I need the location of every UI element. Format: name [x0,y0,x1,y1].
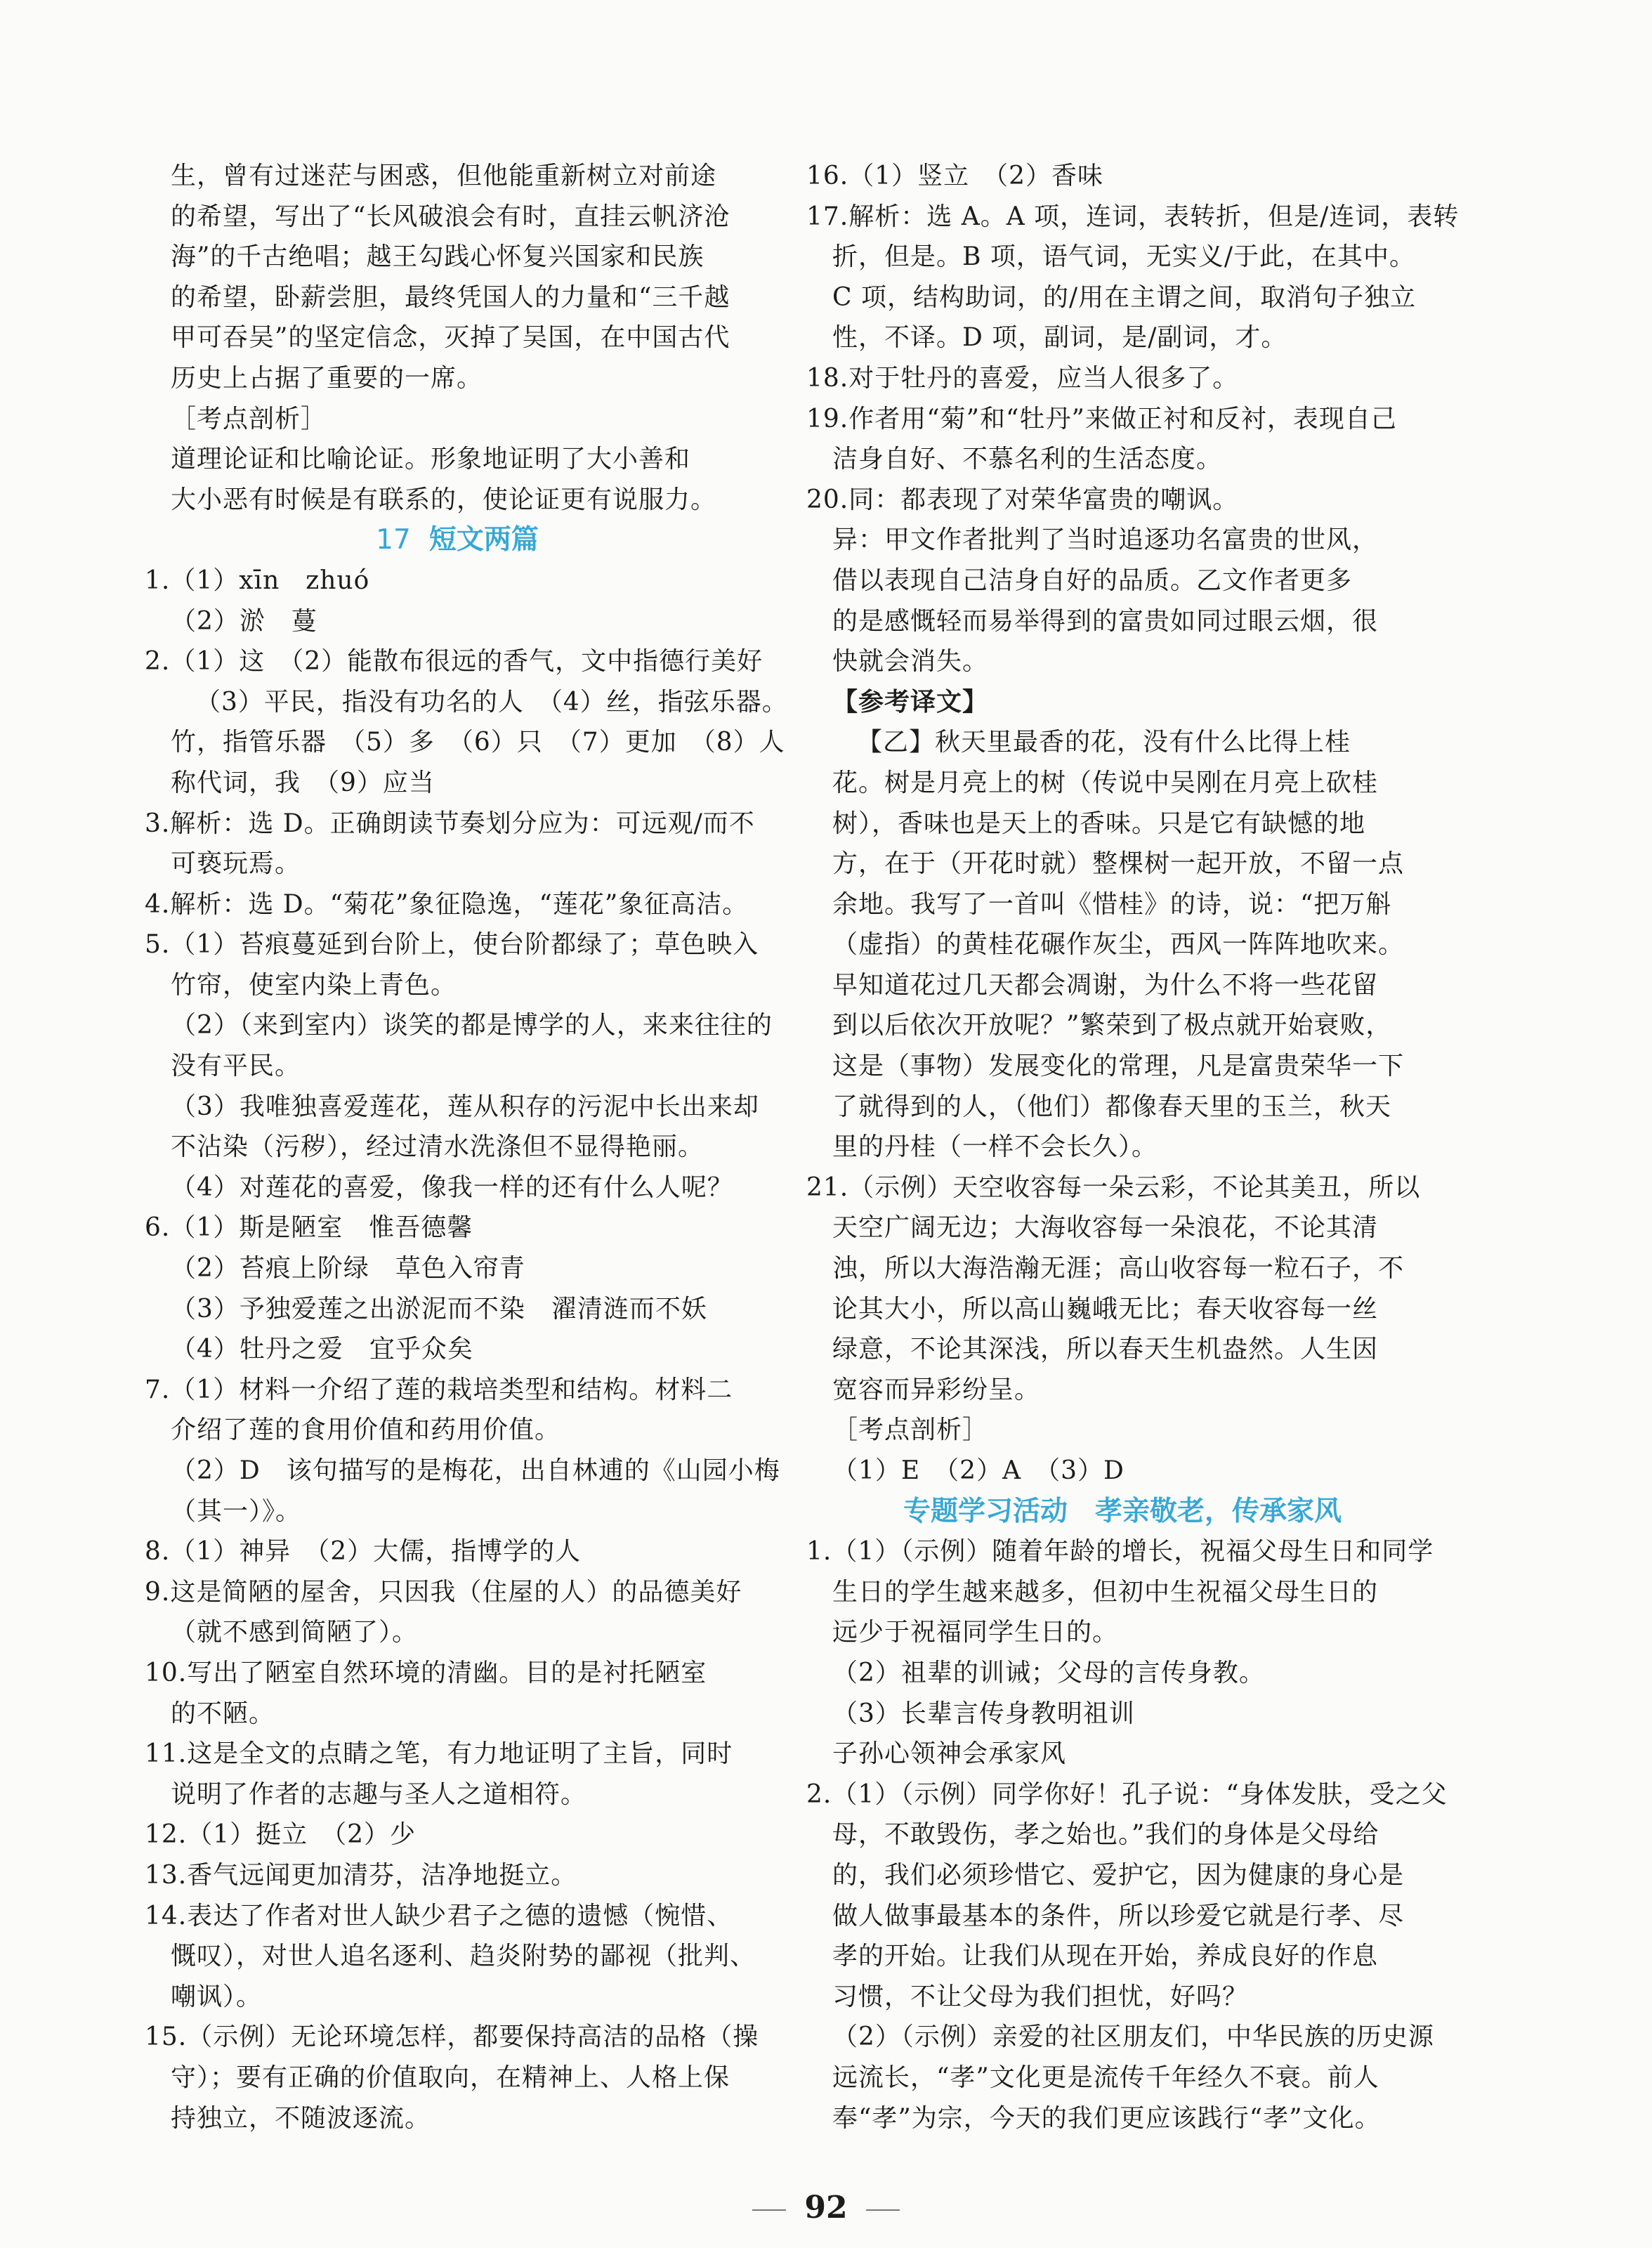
page-number [0,2188,1652,2228]
text-line: 竹帘，使室内染上青色。 [171,970,457,1000]
text-line: 里的丹桂（一样不会长久）。 [832,1132,1158,1162]
text-line: 19.作者用“菊”和“牡丹”来做正衬和反衬，表现自己 [806,404,1397,433]
text-line: 没有平民。 [171,1052,301,1081]
text-line: 绿意，不论其深浅，所以春天生机盎然。人生因 [832,1335,1379,1364]
text-line: C 项，结构助词，的/用在主谓之间，取消句子独立 [832,282,1417,312]
text-line: 【乙】秋天里最香的花，没有什么比得上桂 [857,728,1351,757]
text-line: 持独立，不随波逐流。 [171,2103,431,2133]
text-line: 介绍了莲的食用价值和药用价值。 [171,1416,561,1445]
section-title: 专题学习活动 孝亲敬老，传承家风 [903,1495,1342,1527]
text-line: ［考点剖析］ [171,404,327,433]
text-line: 13.香气远闻更加清芬，洁净地挺立。 [145,1860,577,1890]
text-line: 5.（1）苔痕蔓延到台阶上，使台阶都绿了；草色映入 [145,930,759,960]
text-line: 10.写出了陋室自然环境的清幽。目的是衬托陋室 [145,1658,707,1687]
text-line: 方，在于（开花时就）整棵树一起开放，不留一点 [832,849,1405,879]
page-number-rule-left [752,2209,786,2211]
text-line: （2）D 该句描写的是梅花，出自林逋的《山园小梅 [171,1456,780,1485]
text-line: 不沾染（污秽），经过清水洗涤但不显得艳丽。 [171,1132,704,1162]
text-line: 天空广阔无边；大海收容每一朵浪花，不论其清 [832,1213,1379,1243]
text-line: 折，但是。B 项，语气词，无实义/于此，在其中。 [832,242,1416,272]
text-line: 1.（1）xīn zhuó [145,566,370,595]
text-line: 【参考译文】 [832,687,989,717]
text-line: 1.（1）（示例）随着年龄的增长，祝福父母生日和同学 [806,1537,1434,1567]
text-line: 孝的开始。让我们从现在开始，养成良好的作息 [832,1942,1379,1971]
text-line: 到以后依次开放呢？”繁荣到了极点就开始衰败， [832,1011,1392,1040]
text-line: 性，不译。D 项，副词，是/副词，才。 [832,323,1287,353]
text-line: 海”的千古绝唱；越王勾践心怀复兴国家和民族 [171,242,704,272]
text-line: 2.（1）这 （2）能散布很远的香气，文中指德行美好 [145,647,763,677]
section-heading [145,520,770,561]
text-line: 的希望，写出了“长风破浪会有时，直挂云帆济沧 [171,202,730,231]
text-line: 论其大小，所以高山巍峨无比；春天收容每一丝 [832,1294,1379,1324]
text-line: （其一）》。 [171,1496,302,1526]
text-line: （2）祖辈的训诫；父母的言传身教。 [832,1658,1265,1687]
text-line: 说明了作者的志趣与圣人之道相符。 [171,1779,587,1809]
text-line: 了就得到的人，（他们）都像春天里的玉兰，秋天 [832,1092,1392,1121]
text-line: 奉“孝”为宗，今天的我们更应该践行“孝”文化。 [832,2103,1381,2133]
text-line: 的，我们必须珍惜它、爱护它，因为健康的身心是 [832,1860,1405,1890]
text-line: 21.（示例）天空收容每一朵云彩，不论其美丑，所以 [806,1172,1421,1202]
text-line: 8.（1）神异 （2）大儒，指博学的人 [145,1537,582,1567]
text-line: 树），香味也是天上的香味。只是它有缺憾的地 [832,809,1366,838]
text-line: 母，不敢毁伤，孝之始也。”我们的身体是父母给 [832,1820,1379,1850]
text-line: （4）对莲花的喜爱，像我一样的还有什么人呢？ [171,1172,733,1202]
text-line: 17.解析：选 A。A 项，连词，表转折，但是/连词，表转 [806,202,1460,231]
text-line: 16.（1）竖立 （2）香味 [806,162,1104,190]
text-line: （就不感到简陋了）。 [171,1618,419,1647]
text-line: 习惯，不让父母为我们担忧，好吗？ [832,1982,1249,2011]
text-line: （2）（来到室内）谈笑的都是博学的人，来来往往的 [171,1011,773,1040]
text-line: 11.这是全文的点睛之笔，有力地证明了主旨，同时 [145,1739,733,1769]
text-line: 道理论证和比喻论证。形象地证明了大小善和 [171,445,691,474]
text-line: 大小恶有时候是有联系的，使论证更有说服力。 [171,485,717,514]
text-line: 嘲讽）。 [171,1982,263,2011]
text-line: 余地。我写了一首叫《惜桂》的诗，说：“把万斛 [832,889,1392,919]
text-line: 宽容而异彩纷呈。 [832,1375,1041,1404]
page-number-text: 92 [804,2190,848,2226]
text-line: 这是（事物）发展变化的常理，凡是富贵荣华一下 [832,1052,1405,1081]
text-line: 早知道花过几天都会凋谢，为什么不将一些花留 [832,970,1379,1000]
text-line: 的不陋。 [171,1699,275,1728]
text-line: 做人做事最基本的条件，所以珍爱它就是行孝、尽 [832,1901,1405,1930]
text-line: 生，曾有过迷茫与困惑，但他能重新树立对前途 [171,162,717,190]
text-line: 可亵玩焉。 [171,849,301,879]
text-line: 称代词，我 （9）应当 [171,768,435,797]
text-line: 历史上占据了重要的一席。 [171,363,483,393]
text-line: 生日的学生越来越多，但初中生祝福父母生日的 [832,1577,1379,1607]
text-line: 竹，指管乐器 （5）多 （6）只 （7）更加 （8）人 [171,728,785,757]
text-line: 15.（示例）无论环境怎样，都要保持高洁的品格（操 [145,2022,759,2052]
text-line: （3）我唯独喜爱莲花，莲从积存的污泥中长出来却 [171,1092,759,1121]
text-line: 的是感慨轻而易举得到的富贵如同过眼云烟，很 [832,606,1379,636]
text-line: 4.解析：选 D。“菊花”象征隐逸，“莲花”象征高洁。 [145,889,749,919]
text-line: 20.同：都表现了对荣华富贵的嘲讽。 [806,485,1239,514]
text-line: 花。树是月亮上的树（传说中吴刚在月亮上砍桂 [832,768,1379,797]
left-column [145,156,788,2138]
text-line: 14.表达了作者对世人缺少君子之德的遗憾（惋惜、 [145,1901,733,1930]
section-number: 17 [376,524,411,556]
text-line: 慨叹），对世人追名逐利、趋炎附势的鄙视（批判、 [171,1942,756,1971]
text-line: （2）（示例）亲爱的社区朋友们，中华民族的历史源 [832,2022,1434,2052]
text-line: ［考点剖析］ [832,1416,989,1445]
text-line: 浊，所以大海浩瀚无涯；高山收容每一粒石子，不 [832,1254,1405,1283]
text-line: 的希望，卧薪尝胆，最终凭国人的力量和“三千越 [171,282,730,312]
section-heading [806,1491,1438,1532]
text-line: 12.（1）挺立 （2）少 [145,1820,417,1850]
text-line: 快就会消失。 [832,647,989,677]
text-line: 子孙心领神会承家风 [832,1739,1067,1769]
text-line: （3）予独爱莲之出淤泥而不染 濯清涟而不妖 [171,1294,707,1324]
text-line: 7.（1）材料一介绍了莲的栽培类型和结构。材料二 [145,1375,733,1404]
text-line: 异：甲文作者批判了当时追逐功名富贵的世风， [832,525,1379,555]
text-line: （虚指）的黄桂花碾作灰尘，西风一阵阵地吹来。 [832,930,1405,960]
text-line: （1）E （2）A （3）D [832,1456,1125,1485]
page-number-rule-right [866,2209,900,2211]
text-line: （3）平民，指没有功名的人 （4）丝，指弦乐器。 [195,687,788,717]
text-line: 6.（1）斯是陋室 惟吾德馨 [145,1213,473,1243]
text-line: 9.这是简陋的屋舍，只因我（住屋的人）的品德美好 [145,1577,742,1607]
text-line: （2）苔痕上阶绿 草色入帘青 [171,1254,525,1283]
text-line: 洁身自好、不慕名利的生活态度。 [832,445,1223,474]
text-line: 借以表现自己洁身自好的品质。乙文作者更多 [832,566,1353,595]
text-line: 2.（1）（示例）同学你好！孔子说：“身体发肤，受之父 [806,1779,1448,1809]
text-line: 甲可吞吴”的坚定信念，灭掉了吴国，在中国古代 [171,323,730,353]
text-line: （3）长辈言传身教明祖训 [832,1699,1135,1728]
text-line: 18.对于牡丹的喜爱，应当人很多了。 [806,363,1239,393]
text-line: 远少于祝福同学生日的。 [832,1618,1119,1647]
text-line: 守）；要有正确的价值取向，在精神上、人格上保 [171,2063,730,2092]
text-line: 远流长，“孝”文化更是流传千年经久不衰。前人 [832,2063,1379,2092]
right-column [806,156,1460,2138]
text-line: （2）淤 蔓 [171,606,317,636]
text-line: 3.解析：选 D。正确朗读节奏划分应为：可远观/而不 [145,809,755,838]
text-line: （4）牡丹之爱 宜乎众矣 [171,1335,473,1364]
section-title: 短文两篇 [428,524,539,556]
